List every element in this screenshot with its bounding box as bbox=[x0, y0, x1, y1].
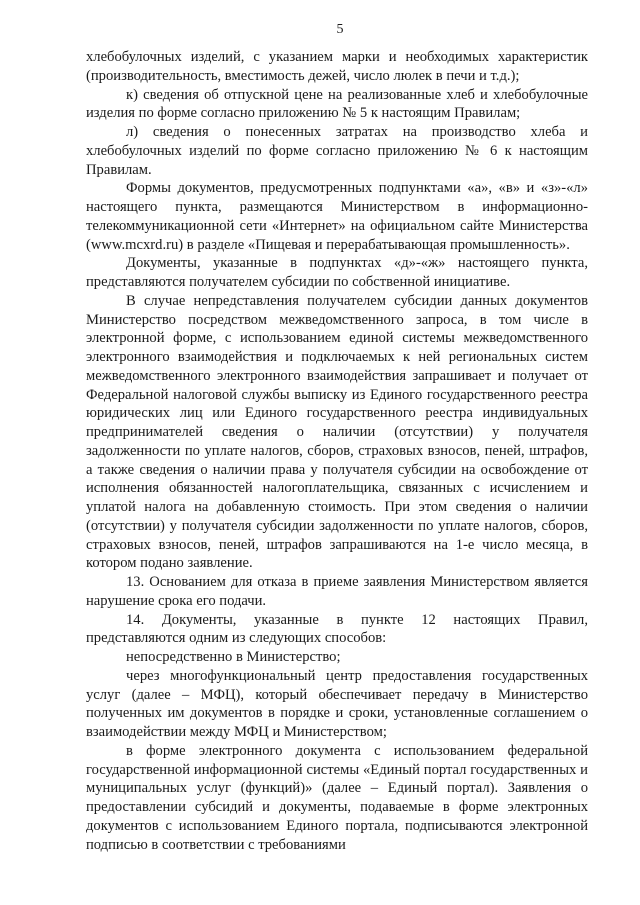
paragraph-forms: Формы документов, предусмотренных подпунктами «а», «в» и «з»-«л» настоящего пункта, размещаются Министерством в информационно-телекоммуникационной сети «Интернет» на официальном сайте Министерства (www.mcxrd.ru) в разделе «Пищевая и перерабатывающая промышленность». bbox=[86, 180, 588, 253]
paragraph-method-electronic: в форме электронного документа с использованием федеральной государственной информационной системы «Единый портал государственных и муниципальных услуг (функций)» (далее – Единый портал). Заявления о предоставлении субсидий и документы, подаваемые в форме электронных документов с использованием Единого портала, подписываются электронной подписью в соответствии с требованиями bbox=[86, 742, 588, 853]
paragraph-method-mfc: через многофункциональный центр предоставления государственных услуг (далее – МФЦ), который обеспечивает передачу в Министерство полученных им документов в порядке и сроки, установленные соглашением о взаимодействии между МФЦ и Министерством; bbox=[86, 667, 588, 740]
paragraph-continuation: хлебобулочных изделий, с указанием марки и необходимых характеристик (производительность, вместимость дежей, число люлек в печи и т.д.); bbox=[86, 49, 588, 84]
paragraph-method-direct: непосредственно в Министерство; bbox=[126, 649, 341, 665]
document-body bbox=[86, 48, 588, 854]
paragraph-item-k: к) сведения об отпускной цене на реализованные хлеб и хлебобулочные изделия по форме согласно приложению № 5 к настоящим Правилам; bbox=[86, 86, 588, 122]
paragraph-item-14: 14. Документы, указанные в пункте 12 настоящих Правил, представляются одним из следующих способов: bbox=[86, 611, 588, 647]
paragraph-item-l: л) сведения о понесенных затратах на производство хлеба и хлебобулочных изделий по форме согласно приложению № 6 к настоящим Правилам. bbox=[86, 124, 588, 178]
paragraph-interagency-request: В случае непредставления получателем субсидии данных документов Министерство посредством межведомственного запроса, в том числе в электронной форме, с использованием единой системы межведомственного электронного взаимодействия и подключаемых к ней региональных систем межведомственного электронного взаимодействия запрашивает и получает от Федеральной налоговой службы выписку из Единого государственного реестра юридических лиц или Единого государственного реестра индивидуальных предпринимателей сведения о наличии (отсутствии) у получателя задолженности по уплате налогов, сборов, страховых взносов, пеней, штрафов, а также сведения о наличии права у получателя субсидии на освобождение от исполнения обязанностей налогоплательщика, связанных с исчислением и уплатой налога на добавленную стоимость. При этом сведения о наличии (отсутствии) у получателя субсидии задолженности по уплате налогов, сборов, страховых взносов, пеней, штрафов запрашиваются на 1-е число месяца, в котором подано заявление. bbox=[86, 292, 588, 572]
paragraph-documents-initiative: Документы, указанные в подпунктах «д»-«ж» настоящего пункта, представляются получателем субсидии по собственной инициативе. bbox=[86, 255, 588, 290]
paragraph-item-13: 13. Основанием для отказа в приеме заявления Министерством является нарушение срока его подачи. bbox=[86, 574, 588, 609]
page-number: 5 bbox=[336, 22, 344, 37]
